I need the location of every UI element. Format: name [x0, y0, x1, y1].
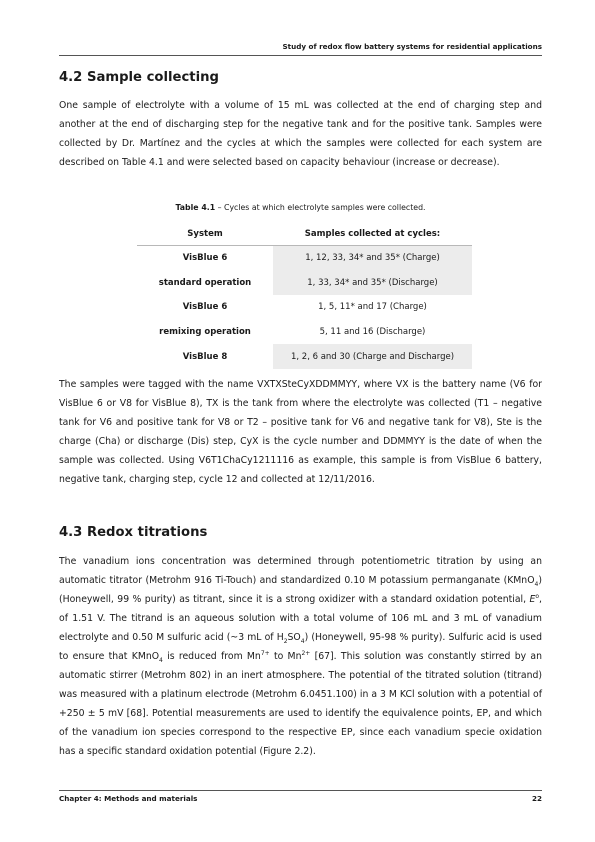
table-row: [137, 246, 472, 271]
table-cell-cycles: 1, 5, 11* and 17 (Charge): [273, 295, 472, 320]
table-cell-system: VisBlue 6: [182, 302, 228, 313]
table-cell-system: VisBlue 6: [182, 253, 228, 264]
footer-chapter: Chapter 4: Methods and materials: [59, 794, 198, 803]
page-footer: [59, 790, 542, 803]
tagging-paragraph: The samples were tagged with the name VXTXSteCyXDDMMYY, where VX is the battery name (V6 for VisBlue 6 or V8 for VisBlue 8), TX is the tank from where the electrolyte was collected (T1 – negative tank for V6 and positive tank for V8 or T2 – positive tank for V6 and negative tank for V8), Ste is the charge (Cha) or discharge (Dis) step, CyX is the cycle number and DDMMYY is the date of when the sample was collected. Using V6T1ChaCy1211116 as example, this sample is from VisBlue 6 battery, negative tank, charging step, cycle 12 and collected at 12/11/2016.: [59, 379, 542, 485]
table-caption-text: – Cycles at which electrolyte samples were collected.: [215, 203, 426, 212]
table-cell-system: VisBlue 8: [182, 351, 228, 362]
table-row: [137, 271, 472, 296]
table-cell-system: remixing operation: [159, 327, 251, 338]
table-cell-cycles: 1, 33, 34* and 35* (Discharge): [273, 271, 472, 296]
section-4-3-heading: 4.3 Redox titrations: [59, 525, 208, 540]
table-header-row: [137, 222, 472, 246]
table-row: [137, 320, 472, 345]
redox-titrations-paragraph: The vanadium ions concentration was determined through potentiometric titration by using an automatic titrator (Metrohm 916 Ti-Touch) and standardized 0.10 M potassium permanganate (KMnO$_4$) (Honeywell, 99 % purity) as titrant, since it is a strong oxidizer with a standard oxidation potential, $E^o$, of 1.51 V. The titrand is an aqueous solution with a total volume of 106 mL and 3 mL of vanadium electrolyte and 0.50 M sulfuric acid (~3 mL of $H_2SO_4$) (Honeywell, 95-98 % purity). Sulfuric acid is used to ensure that KMnO$_4$ is reduced from $Mn^{7+}$ to $Mn^{2+}$ [67]. This solution was constantly stirred by an automatic stirrer (Metrohm 802) in an inert atmosphere. The potential of the titrated solution (titrand) was measured with a platinum electrode (Metrohm 6.0451.100) in a 3 M KCl solution with a potential of +250 ± 5 mV [68]. Potential measurements are used to identify the equivalence points, EP, and which of the vanadium ion species correspond to the respective EP, since each vanadium specie oxidation has a specific standard oxidation potential (Figure 2.2).: [59, 556, 542, 757]
table-caption-label: Table 4.1: [175, 203, 216, 212]
table-cell-cycles: 1, 12, 33, 34* and 35* (Charge): [273, 246, 472, 271]
table-row: [137, 295, 472, 320]
table-header-cycles: Samples collected at cycles:: [273, 222, 472, 246]
table-cell-system: standard operation: [158, 277, 252, 288]
page-number: 22: [531, 794, 542, 803]
samples-table: [137, 222, 472, 369]
table-row: [137, 344, 472, 369]
table-caption: [59, 203, 542, 212]
table-cell-cycles: 1, 2, 6 and 30 (Charge and Discharge): [273, 344, 472, 369]
sample-collecting-paragraph: One sample of electrolyte with a volume of 15 mL was collected at the end of charging step and another at the end of discharging step for the negative tank and for the positive tank. Samples were collected by Dr. Martínez and the cycles at which the samples were collected for each system are described on Table 4.1 and were selected based on capacity behaviour (increase or decrease).: [59, 100, 542, 168]
running-header: Study of redox flow battery systems for residential applications: [59, 42, 542, 56]
table-header-system: System: [137, 222, 273, 246]
section-4-2-heading: 4.2 Sample collecting: [59, 70, 219, 85]
table-cell-cycles: 5, 11 and 16 (Discharge): [273, 320, 472, 345]
